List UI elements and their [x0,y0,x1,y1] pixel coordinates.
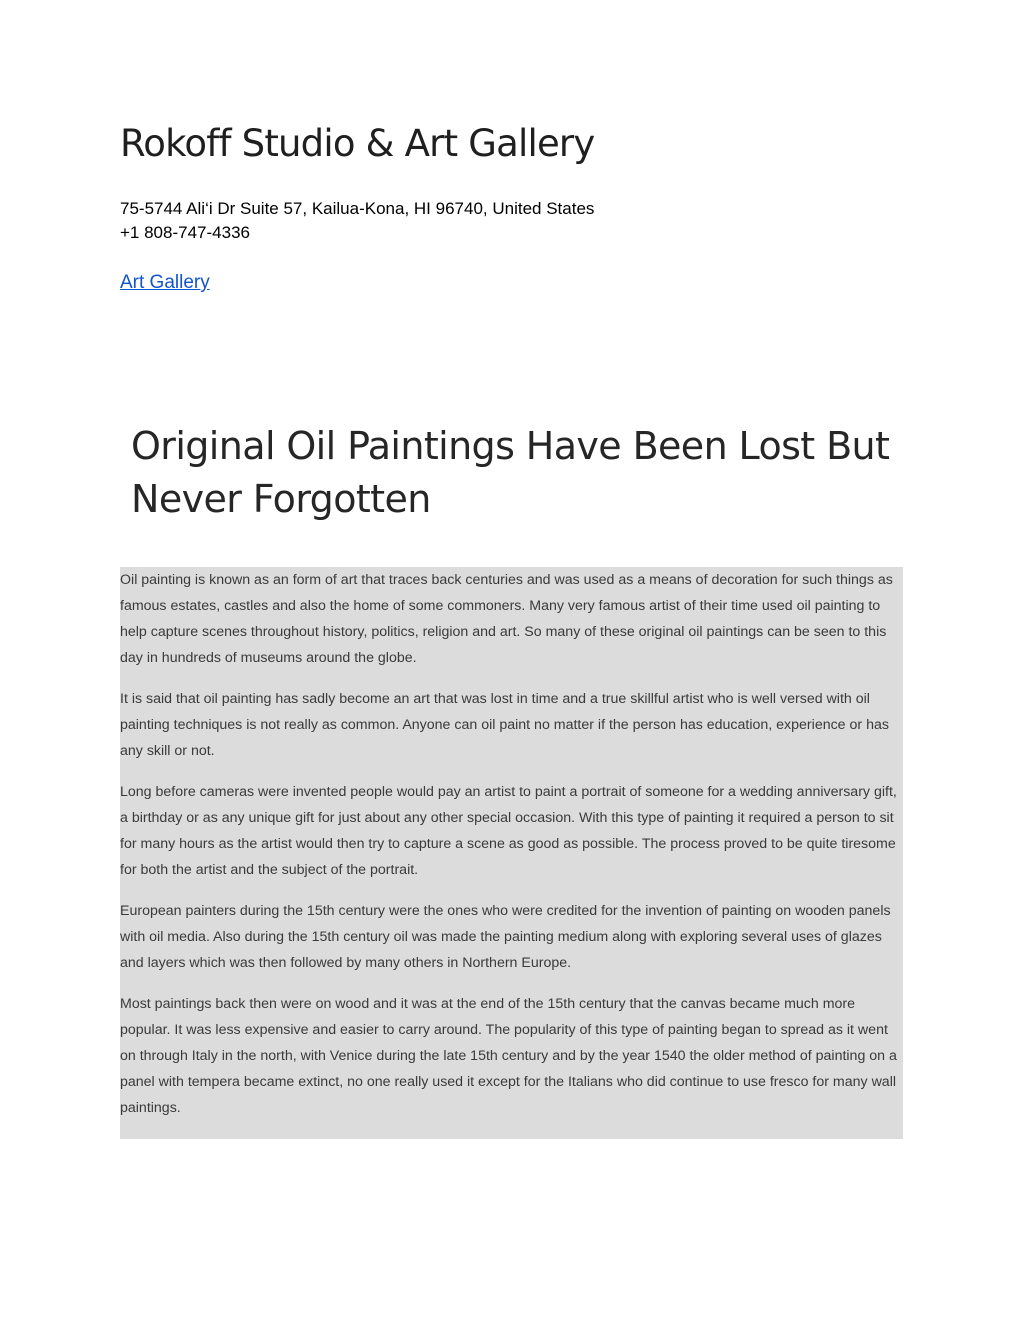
article-heading: Original Oil Paintings Have Been Lost But Never Forgotten [131,424,890,521]
contact-info [120,197,594,245]
article-body [120,567,903,1139]
phone-number: +1 808-747-4336 [120,223,250,242]
page-title: Rokoff Studio & Art Gallery [120,122,595,165]
article-paragraph: European painters during the 15th century were the ones who were credited for the invention of painting on wooden panels with oil media. Also during the 15th century oil was made the painting medium along with exploring several uses of glazes and layers which was then followed by many others in Northern Europe. [120,903,891,971]
article-paragraph: Oil painting is known as an form of art that traces back centuries and was used as a means of decoration for such things as famous estates, castles and also the home of some commoners. Many very famous artist of their time used oil painting to help capture scenes throughout history, politics, religion and art. So many of these original oil paintings can be seen to this day in hundreds of museums around the globe. [120,572,893,666]
art-gallery-link[interactable]: Art Gallery [120,272,210,293]
address-text: 75-5744 Ali‘i Dr Suite 57, Kailua-Kona, HI 96740, United States [120,199,595,218]
article-paragraph: Long before cameras were invented people would pay an artist to paint a portrait of someone for a wedding anniversary gift, a birthday or as any unique gift for just about any other special occasion. With this type of painting it required a person to sit for many hours as the artist would then try to capture a scene as good as possible. The process proved to be quite tiresome for both the artist and the subject of the portrait. [120,784,897,878]
article-paragraph: It is said that oil painting has sadly become an art that was lost in time and a true skillful artist who is well versed with oil painting techniques is not really as common. Anyone can oil paint no matter if the person has education, experience or has any skill or not. [120,691,889,759]
article-paragraph: Most paintings back then were on wood and it was at the end of the 15th century that the canvas became much more popular. It was less expensive and easier to carry around. The popularity of this type of painting began to spread as it went on through Italy in the north, with Venice during the late 15th century and by the year 1540 the older method of painting on a panel with tempera became extinct, no one really used it except for the Italians who did continue to use fresco for many wall paintings. [120,996,897,1116]
